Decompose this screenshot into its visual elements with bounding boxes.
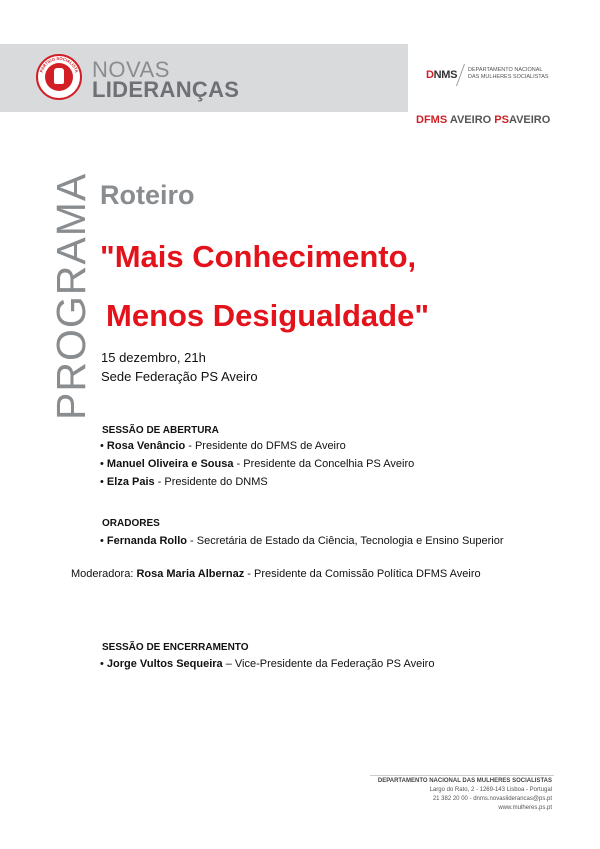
abertura-heading: SESSÃO DE ABERTURA (102, 425, 219, 436)
oradores-heading: ORADORES (102, 518, 160, 529)
abertura-item: • Rosa Venâncio - Presidente do DFMS de Aveiro (100, 440, 346, 452)
footer-address: Largo do Rato, 2 - 1269-143 Lisboa - Portugal (429, 787, 552, 793)
dfms-d: D (416, 114, 424, 126)
svg-text:PARTIDO SOCIALISTA (39, 56, 80, 73)
title-line-2: Menos Desigualdade" (106, 298, 430, 333)
dnms-logo (426, 69, 457, 81)
ps-city: AVEIRO (508, 114, 551, 126)
speaker-role: - Secretária de Estado da Ciência, Tecnologia e Ensino Superior (186, 535, 504, 547)
dfms-ps-aveiro-logos (416, 114, 550, 126)
event-date: 15 dezembro, 21h (101, 350, 206, 365)
speaker-name: Manuel Oliveira e Sousa (106, 458, 234, 470)
dnms-description (468, 67, 558, 81)
programa-side-label: PROGRAMA (48, 172, 94, 420)
orador-item: • Fernanda Rollo - Secretária de Estado da Ciência, Tecnologia e Ensino Superior (100, 535, 504, 547)
moderadora-name: Rosa Maria Albernaz (136, 568, 245, 580)
title-line-1: "Mais Conhecimento, (100, 239, 417, 274)
dfms-fms: FMS (423, 114, 448, 126)
speaker-role: – Vice-Presidente da Federação PS Aveiro (222, 658, 435, 670)
moderadora-line (71, 568, 481, 580)
speaker-role: - Presidente da Concelhia PS Aveiro (233, 458, 415, 470)
abertura-item: • Elza Pais - Presidente do DNMS (100, 476, 268, 488)
dnms-desc-line1: DEPARTAMENTO NACIONAL (468, 67, 543, 73)
speaker-role: - Presidente do DNMS (154, 476, 268, 488)
dnms-logo-dark: NMS (433, 69, 458, 81)
footer-site: www.mulheres.ps.pt (498, 805, 552, 811)
liderancas-label: LIDERANÇAS (92, 77, 240, 102)
party-logo-icon (36, 54, 82, 100)
footer-contact: 21 382 20 00 - dnms.novasliderancas@ps.pt (432, 796, 552, 802)
novas-label: NOVAS (92, 57, 170, 82)
encerramento-item: • Jorge Vultos Sequeira – Vice-Presidente da Federação PS Aveiro (100, 658, 435, 670)
speaker-name: Elza Pais (106, 476, 155, 488)
logo-ring-label: PARTIDO SOCIALISTA (38, 56, 80, 74)
moderadora-role: - Presidente da Comissão Política DFMS Aveiro (244, 568, 481, 580)
event-place: Sede Federação PS Aveiro (101, 369, 258, 384)
footer-divider (370, 775, 554, 776)
logo-ring-text (38, 56, 80, 98)
encerramento-heading: SESSÃO DE ENCERRAMENTO (102, 642, 249, 653)
dfms-city: AVEIRO (447, 114, 495, 126)
speaker-name: Jorge Vultos Sequeira (106, 658, 223, 670)
speaker-name: Fernanda Rollo (106, 535, 187, 547)
dnms-logo-red: D (426, 69, 434, 81)
roteiro-heading: Roteiro (100, 180, 195, 210)
speaker-role: - Presidente do DFMS de Aveiro (185, 440, 346, 452)
footer-block (378, 777, 552, 813)
abertura-item: • Manuel Oliveira e Sousa - Presidente da Concelhia PS Aveiro (100, 458, 415, 470)
ps-label: PS (494, 114, 509, 126)
speaker-name: Rosa Venâncio (106, 440, 186, 452)
footer-org: DEPARTAMENTO NACIONAL DAS MULHERES SOCIALISTAS (377, 778, 552, 784)
moderadora-label: Moderadora: (71, 568, 137, 580)
dnms-desc-line2: DAS MULHERES SOCIALISTAS (468, 74, 549, 80)
dnms-separator (456, 64, 465, 86)
